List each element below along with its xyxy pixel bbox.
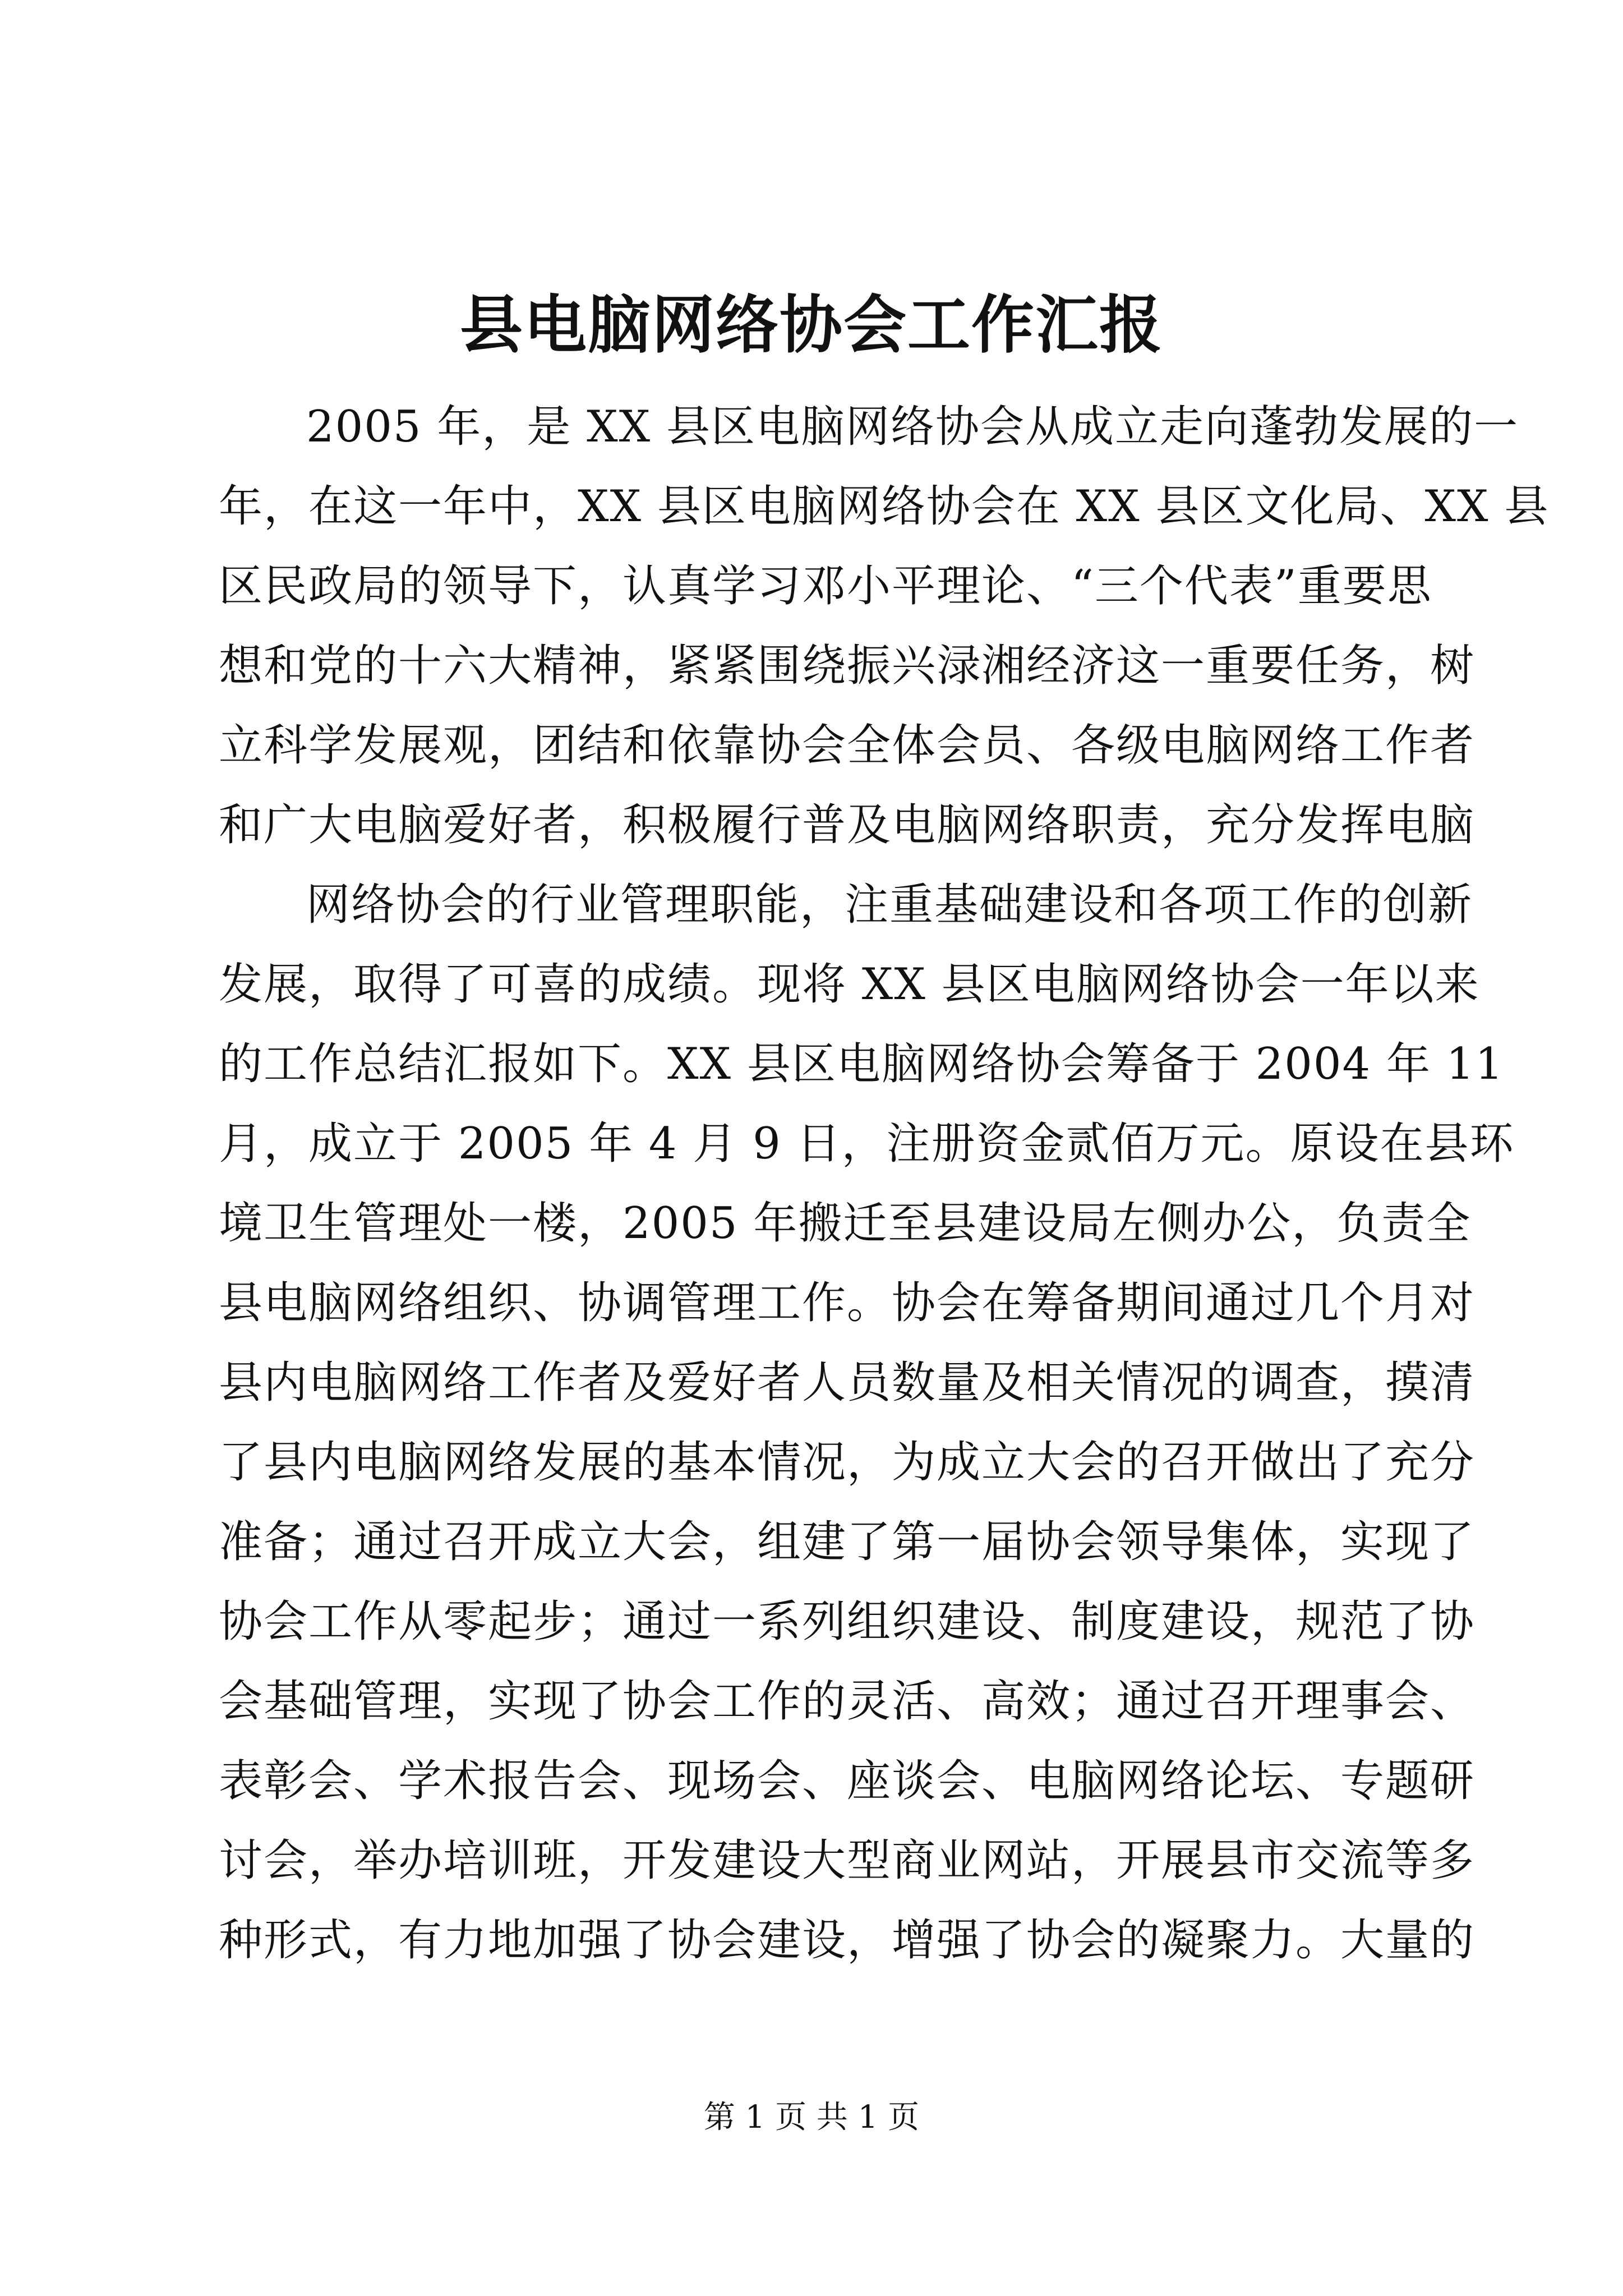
paragraph-line: 讨会，举办培训班，开发建设大型商业网站，开展县市交流等多 [219, 1835, 1476, 1886]
paragraph-line: 准备；通过召开成立大会，组建了第一届协会领导集体，实现了 [219, 1517, 1476, 1567]
paragraph-line: 县电脑网络组织、协调管理工作。协会在筹备期间通过几个月对 [219, 1278, 1476, 1328]
paragraph-line: 发展，取得了可喜的成绩。现将 XX 县区电脑网络协会一年以来 [219, 959, 1480, 1010]
paragraph-line: 区民政局的领导下，认真学习邓小平理论、“三个代表”重要思 [219, 561, 1432, 611]
paragraph-line: 境卫生管理处一楼，2005 年搬迁至县建设局左侧办公，负责全 [219, 1198, 1472, 1249]
document-body [219, 387, 1550, 1980]
paragraph-line: 年，在这一年中，XX 县区电脑网络协会在 XX 县区文化局、XX 县 [219, 481, 1550, 532]
paragraph-line: 了县内电脑网络发展的基本情况，为成立大会的召开做出了充分 [219, 1437, 1476, 1488]
document-title: 县电脑网络协会工作汇报 [460, 288, 1163, 362]
paragraph-line: 月，成立于 2005 年 4 月 9 日，注册资金贰佰万元。原设在县环 [219, 1119, 1515, 1169]
paragraph-line: 种形式，有力地加强了协会建设，增强了协会的凝聚力。大量的 [219, 1915, 1476, 1966]
paragraph-line: 立科学发展观，团结和依靠协会全体会员、各级电脑网络工作者 [219, 720, 1476, 771]
paragraph-line: 想和党的十六大精神，紧紧围绕振兴渌湘经济这一重要任务，树 [219, 641, 1476, 691]
paragraph-line: 表彰会、学术报告会、现场会、座谈会、电脑网络论坛、专题研 [219, 1756, 1476, 1806]
paragraph-line: 和广大电脑爱好者，积极履行普及电脑网络职责，充分发挥电脑 [219, 800, 1476, 850]
page-footer: 第 1 页 共 1 页 [703, 2099, 920, 2136]
paragraph-line: 会基础管理，实现了协会工作的灵活、高效；通过召开理事会、 [219, 1676, 1476, 1727]
paragraph-line: 县内电脑网络工作者及爱好者人员数量及相关情况的调查，摸清 [219, 1358, 1476, 1408]
paragraph-line: 的工作总结汇报如下。XX 县区电脑网络协会筹备于 2004 年 11 [219, 1039, 1504, 1089]
paragraph-line: 网络协会的行业管理职能，注重基础建设和各项工作的创新 [306, 880, 1473, 930]
paragraph-line: 2005 年，是 XX 县区电脑网络协会从成立走向蓬勃发展的一 [306, 402, 1519, 452]
paragraph-line: 协会工作从零起步；通过一系列组织建设、制度建设，规范了协 [219, 1596, 1476, 1647]
